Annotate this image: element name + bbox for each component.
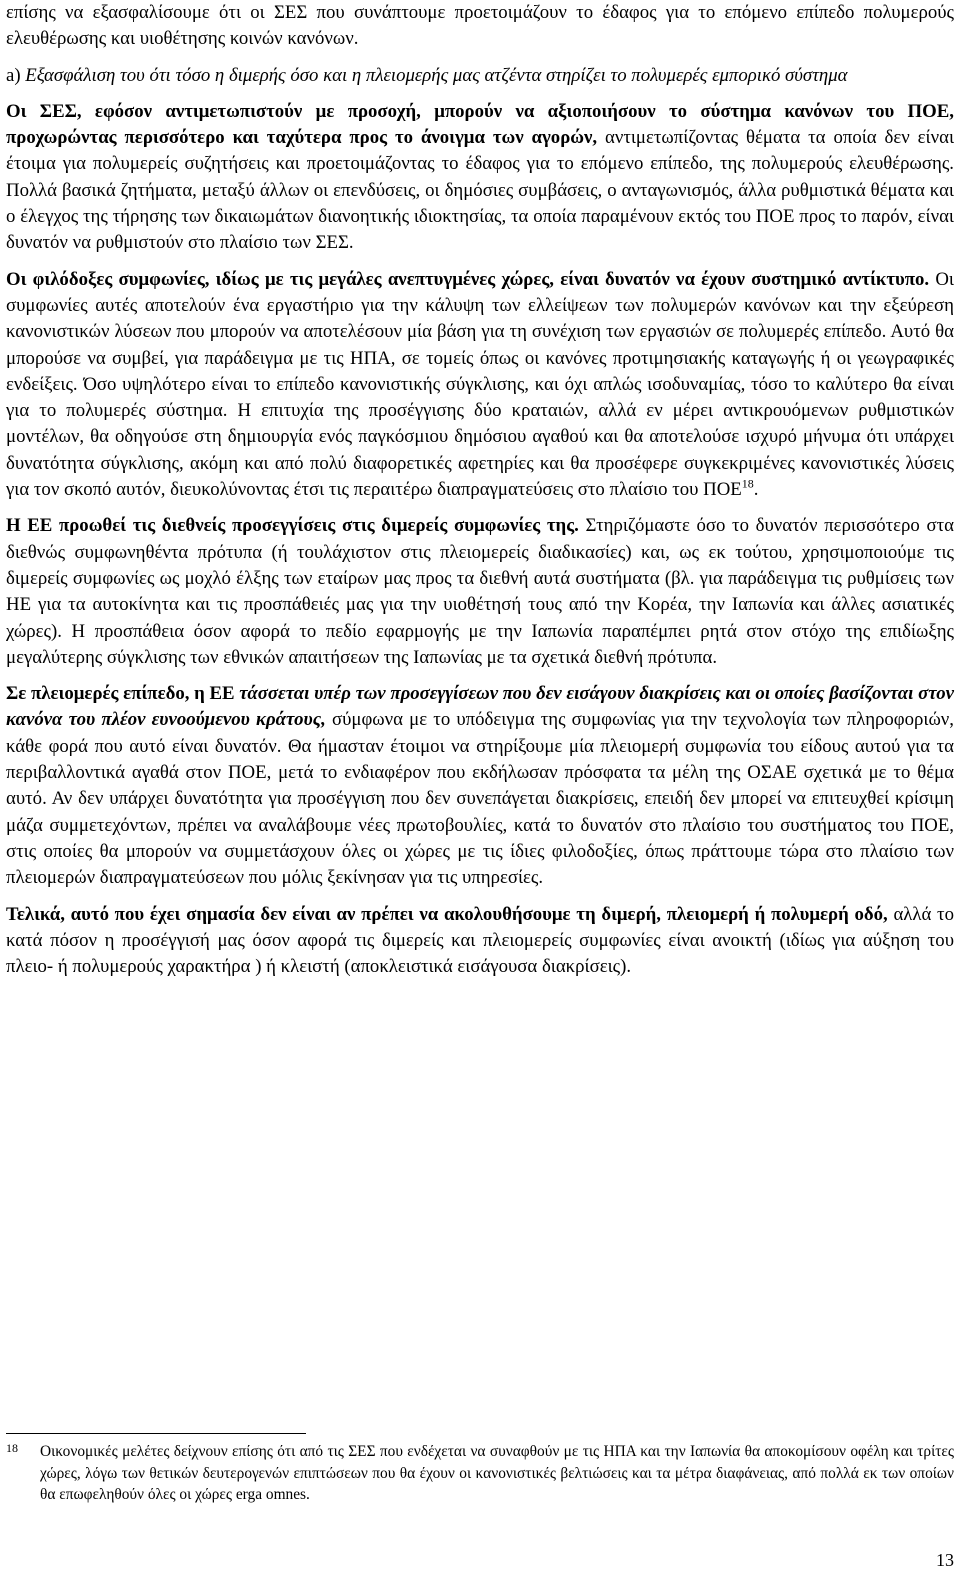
heading-a-label: a) xyxy=(6,64,21,86)
paragraph-body: σύμφωνα με το υπόδειγμα της συμφωνίας για την τεχνολογία των πληροφοριών, κάθε φορά που αυτό είναι δυνατόν. Θα ήμασταν έτοιμοι να στηρίξουμε μία πλειομερή συμφωνία του είδους αυτού για τα περιβαλλοντικά αγαθά στον ΠΟΕ, μετά το ενδιαφέρον που εκδήλωσαν πρόσφατα τα μέλη της ΟΣΑΕ σχετικά με το θέμα αυτό. Αν δεν υπάρχει δυνατότητα για προσέγγιση που δεν συνεπάγεται διακρίσεις, επειδή δεν μπορεί να επιτευχθεί κρίσιμη μάζα συμμετεχόντων, πρέπει να αναλάβουμε νέες πρωτοβουλίες, κατά το δυνατόν στο πλαίσιο του συστήματος του ΠΟΕ, στις οποίες θα μπορούν να συμμετάσχουν όλες οι χώρες με τις ίδιες φιλοδοξίες, όπως πράττουμε τώρα στο πλαίσιο των πλειομερών διαπραγματεύσεων που μόλις ξεκίνησαν για τις υπηρεσίες. xyxy=(6,709,954,889)
footnote xyxy=(6,1441,954,1506)
paragraph-lead-part-1: Σε πλειομερές επίπεδο, η ΕΕ xyxy=(6,683,235,705)
paragraph-plurilateral-level xyxy=(6,681,954,891)
intro-paragraph: επίσης να εξασφαλίσουμε ότι οι ΣΕΣ που συνάπτουμε προετοιμάζουν το έδαφος για το επόμενο επίπεδο πολυμερούς ελευθέρωσης και υιοθέτησης κοινών κανόνων. xyxy=(6,2,954,50)
paragraph-fta-wto-rules xyxy=(6,99,954,257)
paragraph-lead: Οι ΣΕΣ, εφόσον αντιμετωπιστούν με προσοχή, μπορούν να αξιοποιήσουν το σύστημα κανόνων του ΠΟΕ, προχωρώντας περισσότερο και ταχύτερα προς το άνοιγμα των αγορών, xyxy=(6,100,954,149)
heading-a-text: Εξασφάλιση του ότι τόσο η διμερής όσο και η πλειομερής μας ατζέντα στηρίζει το πολυμερές εμπορικό σύστημα xyxy=(25,64,848,86)
footnote-text: Οικονομικές μελέτες δείχνουν επίσης ότι από τις ΣΕΣ που ενδέχεται να συναφθούν με τις ΗΠΑ και την Ιαπωνία θα αποκομίσουν οφέλη και τρίτες χώρες, λόγω των θετικών δευτερογενών επιπτώσεων που θα έχουν οι κανονιστικές βελτιώσεις και τα μέτρα διαφάνειας, από πολλά εκ των οποίων θα επωφεληθούν όλες οι χώρες erga omnes. xyxy=(40,1443,954,1503)
section-heading-a xyxy=(6,63,954,89)
footnote-number: 18 xyxy=(6,1441,18,1455)
paragraph-body: Οι συμφωνίες αυτές αποτελούν ένα εργαστήριο για την κάλυψη των ελλείψεων των πολυμερών κανόνων και την εξεύρεση κανονιστικών λύσεων που μπορούν να αποτελέσουν μία βάση για τη συνέχιση των εργασιών σε πολυμερές επίπεδο. Αυτό θα μπορούσε να συμβεί, για παράδειγμα με τις ΗΠΑ, σε τομείς όπως οι κανόνες προτιμησιακής καταγωγής ή οι γεωγραφικές ενδείξεις. Όσο υψηλότερο είναι το επίπεδο κανονιστικής σύγκλισης, και όχι απλώς ισοδυναμίας, τόσο το καλύτερο θα είναι για το πολυμερές σύστημα. Η επιτυχία της προσέγγισης δύο κραταιών, αλλά εν μέρει αντικρουόμενων ρυθμιστικών μοντέλων, θα οδηγούσε στη δημιουργία ενός παγκόσμιου δημόσιου αγαθού και θα αποτελούσε ισχυρό μήνυμα ότι υπάρχει δυνατότητα σύγκλισης, ακόμη και από πολύ διαφορετικές αφετηρίες και θα προσέφερε συγκεκριμένες κανονιστικές λύσεις για τον σκοπό αυτόν, διευκολύνοντας έτσι τις περαιτέρω διαπραγματεύσεις στο πλαίσιο του ΠΟΕ xyxy=(6,268,954,501)
footnote-separator xyxy=(6,1433,306,1434)
paragraph-body: Στηριζόμαστε όσο το δυνατόν περισσότερο στα διεθνώς συμφωνηθέντα πρότυπα (ή τουλάχιστον στις πλειομερείς διαδικασίες) και, ως εκ τούτου, χρησιμοποιούμε τις διμερείς συμφωνίες ως μοχλό έλξης των εταίρων μας προς τα διεθνή αυτά συστήματα (βλ. για παράδειγμα τις ρυθμίσεις των ΗΕ για τα αυτοκίνητα και τις προσπάθειές μας για την υιοθέτησή τους από την Κορέα, την Ιαπωνία και άλλες ασιατικές χώρες). Η προσπάθεια όσον αφορά το πεδίο εφαρμογής με την Ιαπωνία παραπέμπει ρητά στον στόχο της επιδίωξης μεγαλύτερης σύγκλισης των εθνικών απαιτήσεων της Ιαπωνίας με τα σχετικά διεθνή πρότυπα. xyxy=(6,515,954,668)
paragraph-end: . xyxy=(753,479,759,501)
paragraph-body: αντιμετωπίζοντας θέματα τα οποία δεν είναι έτοιμα για πολυμερείς συζητήσεις και προετοιμάζοντας το έδαφος για το επόμενο επίπεδο, της πολυμερούς ελευθέρωσης. Πολλά βασικά ζητήματα, μεταξύ άλλων οι επενδύσεις, οι δημόσιες συμβάσεις, ο ανταγωνισμός, άλλα ρυθμιστικά θέματα και ο έλεγχος της τήρησης των δικαιωμάτων διανοητικής ιδιοκτησίας, τα οποία παραμένουν εκτός του ΠΟΕ προς το παρόν, είναι δυνατόν να ρυθμιστούν στο πλαίσιο των ΣΕΣ. xyxy=(6,127,954,254)
paragraph-ambitious-agreements xyxy=(6,267,954,504)
paragraph-conclusion xyxy=(6,902,954,981)
paragraph-lead: Τελικά, αυτό που έχει σημασία δεν είναι αν πρέπει να ακολουθήσουμε τη διμερή, πλειομερή ή πολυμερή οδό, xyxy=(6,903,888,925)
paragraph-body: αλλά το κατά πόσον η προσέγγισή μας όσον αφορά τις διμερείς και πλειομερείς συμφωνίες είναι ανοικτή (ιδίως για αύξηση του πλειο- ή πολυμερούς χαρακτήρα ) ή κλειστή (αποκλειστικά εισάγουσα διακρίσεις). xyxy=(6,903,954,978)
paragraph-international-approaches xyxy=(6,513,954,671)
paragraph-lead: Οι φιλόδοξες συμφωνίες, ιδίως με τις μεγάλες ανεπτυγμένες χώρες, είναι δυνατόν να έχουν συστημικό αντίκτυπο. xyxy=(6,268,930,290)
page-number: 13 xyxy=(936,1550,954,1570)
footnote-reference: 18 xyxy=(741,476,754,491)
paragraph-lead: Η ΕΕ προωθεί τις διεθνείς προσεγγίσεις στις διμερείς συμφωνίες της. xyxy=(6,515,579,537)
paragraph-lead-part-3: βασίζονται στον κανόνα του πλέον ευνοούμενου κράτους, xyxy=(6,683,954,731)
paragraph-lead-part-2: τάσσεται υπέρ των προσεγγίσεων που δεν εισάγουν διακρίσεις και οι οποίες xyxy=(239,683,825,705)
document-page xyxy=(6,0,954,1503)
